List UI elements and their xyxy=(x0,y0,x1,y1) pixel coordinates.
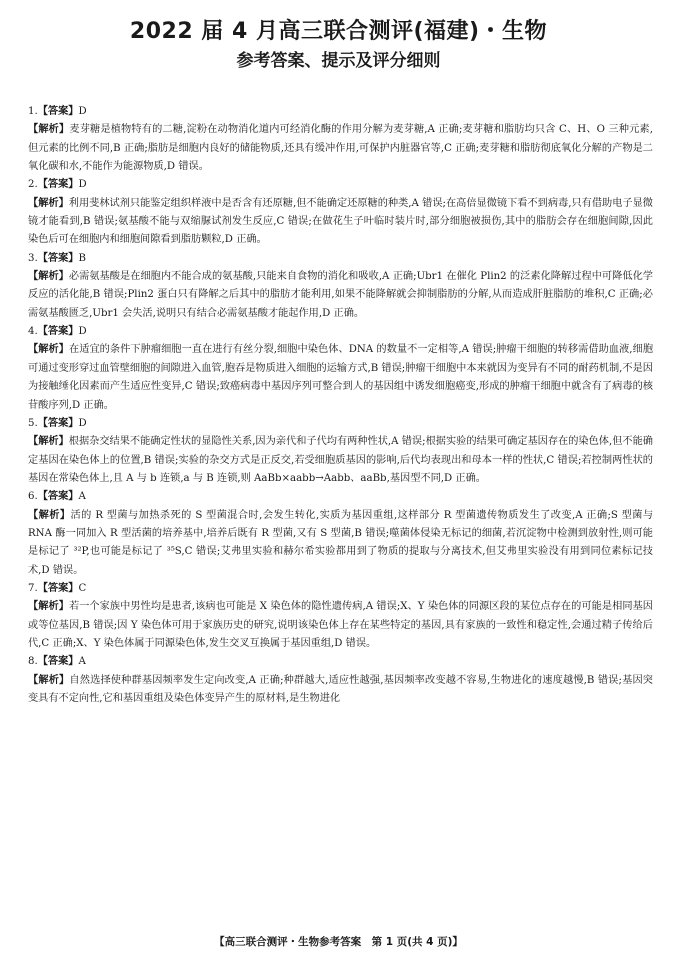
question-number: 8. xyxy=(28,656,38,668)
explanation-paragraph xyxy=(28,341,653,414)
answer-line xyxy=(28,323,653,341)
explanation-text: 活的 R 型菌与加热杀死的 S 型菌混合时,会发生转化,实质为基因重组,这样部分 R 型菌遗传物质发生了改变,A 正确;S 型菌与 RNA 酶一同加入 R 型活菌的培养基中,培养后既有 R 型菌,又有 S 型菌,B 错误;噬菌体侵染无标记的细菌,若沉淀物中检测到放射性,则可能是标记了 ³²P,也可能是标记了 ³⁵S,C 错误;艾弗里实验和赫尔希实验都用到了物质的提取与分离技术,但艾弗里实验没有用到同位素标记技术,D 错误。 xyxy=(28,509,654,576)
question-number: 5. xyxy=(28,417,38,429)
answer-tag: 【答案】 xyxy=(37,656,79,668)
explanation-text: 麦芽糖是植物特有的二糖,淀粉在动物消化道内可经消化酶的作用分解为麦芽糖,A 正确;麦芽糖和脂肪均只含 C、H、O 三种元素,但元素的比例不同,B 正确;脂肪是细胞内良好的储能物质,还具有缓冲作用,可保护内脏器官等,C 正确;麦芽糖和脂肪彻底氧化分解的产物是二氧化碳和水,不能作为能源物质,D 错误。 xyxy=(28,124,653,173)
explanation-paragraph xyxy=(28,598,653,653)
answer-value: D xyxy=(78,326,87,338)
question-number: 2. xyxy=(28,179,38,191)
page-title: 2022 届 4 月高三联合测评(福建)・生物 xyxy=(129,19,548,44)
answer-value: A xyxy=(78,656,86,668)
answer-tag: 【答案】 xyxy=(37,106,79,117)
explanation-tag: 【解析】 xyxy=(28,436,69,448)
answer-tag: 【答案】 xyxy=(37,179,79,191)
answer-line xyxy=(28,103,653,121)
question-item xyxy=(28,176,653,249)
explanation-text: 在适宜的条件下肿瘤细胞一直在进行有丝分裂,细胞中染色体、DNA 的数量不一定相等,A 错误;肿瘤干细胞的转移需借助血液,细胞可通过变形穿过血管壁细胞的间隙进入血管,胞吞是物质进入细胞的运输方式,B 错误;肿瘤干细胞中本来就因为变异有不同的耐药机制,不是因为接触缍化因素而产生适应性变异,C 错误;致癌病毒中基因序列可整合到人的基因组中诱发细胞癌变,形成的肿瘤干细胞中就含有了病毒的核苷酸序列,D 正确。 xyxy=(28,344,654,411)
explanation-tag: 【解析】 xyxy=(28,124,70,136)
answer-tag: 【答案】 xyxy=(37,582,79,594)
question-item xyxy=(28,250,653,323)
question-item xyxy=(28,488,653,580)
answer-tag: 【答案】 xyxy=(37,417,79,429)
explanation-paragraph xyxy=(28,268,653,323)
question-number: 4. xyxy=(28,326,38,338)
explanation-text: 若一个家族中男性均是患者,该病也可能是 X 染色体的隐性遗传病,A 错误;X、Y 染色体的同源区段的某位点存在的可能是相同基因或等位基因,B 错误;因 Y 染色体可用于家族历史的研究,说明该染色体上存在某些特定的基因,具有家族的一致性和稳定性,会通过精子传给后代,C 正确;X、Y 染色体属于同源染色体,发生交叉互换属于基因重组,D 错误。 xyxy=(28,601,653,649)
explanation-text: 必需氨基酸是在细胞内不能合成的氨基酸,只能来自食物的消化和吸收,A 正确;Ubr1 在催化 Plin2 的泛素化降解过程中可降低化学反应的活化能,B 错误;Plin2 蛋白只有降解之后其中的脂肪才能利用,如果不能降解就会抑制脂肪的分解,从而造成肝脏脂肪的堆积,C 正确;必需氨基酸匮乏,Ubr1 会失活,说明只有结合必需氨基酸才能起作用,D 正确。 xyxy=(28,271,653,319)
question-number: 7. xyxy=(28,582,38,594)
answer-line xyxy=(28,415,653,433)
question-number: 1. xyxy=(28,106,38,117)
explanation-tag: 【解析】 xyxy=(28,344,69,356)
page-subtitle: 参考答案、提示及评分细则 xyxy=(236,51,441,71)
question-number: 3. xyxy=(28,252,38,264)
explanation-tag: 【解析】 xyxy=(28,601,69,613)
question-item xyxy=(28,653,653,708)
explanation-text: 根据杂交结果不能确定性状的显隐性关系,因为亲代和子代均有两种性状,A 错误;根据实验的结果可确定基因存在的染色体,但不能确定基因在染色体上的位置,B 错误;实验的杂交方式是正反交,若受细胞质基因的影响,后代均表现出和母本一样的性状,C 错误;若控制两性状的基因在常染色体上,且 A 与 b 连锁,a 与 B 连锁,则 AaBb×aabb→Aabb、aaBb,基因型不同,D 正确。 xyxy=(28,436,653,484)
explanation-paragraph xyxy=(28,195,653,250)
answer-value: C xyxy=(78,582,87,594)
answer-value: D xyxy=(78,106,87,117)
answer-line xyxy=(28,176,653,194)
explanation-text: 利用斐林试剂只能鉴定组织样液中是否含有还原糖,但不能确定还原糖的种类,A 错误;在高倍显微镜下看不到病毒,只有借助电子显微镜才能看到,B 错误;氨基酸不能与双缩脲试剂发生反应,C 错误;在做花生子叶临时装片时,部分细胞被损伤,其中的脂肪会存在细胞间隙,因此染色后可在细胞内和细胞间隙看到脂肪颗粒,D 正确。 xyxy=(28,197,653,246)
answer-line xyxy=(28,580,653,598)
answer-tag: 【答案】 xyxy=(37,326,79,338)
explanation-text: 自然选择使种群基因频率发生定向改变,A 正确;种群越大,适应性越强,基因频率改变越不容易,生物进化的速度越慢,B 错误;基因突变具有不定向性,它和基因重组及染色体变异产生的原材料,是生物进化 xyxy=(28,674,653,704)
answer-tag: 【答案】 xyxy=(37,252,79,264)
explanation-tag: 【解析】 xyxy=(28,271,69,283)
answer-value: A xyxy=(78,491,86,503)
explanation-paragraph xyxy=(28,121,653,176)
answer-line xyxy=(28,488,653,506)
explanation-paragraph xyxy=(28,507,653,580)
answer-line xyxy=(28,250,653,268)
explanation-tag: 【解析】 xyxy=(28,674,70,686)
question-item xyxy=(28,323,653,415)
answer-value: D xyxy=(78,417,87,429)
answer-line xyxy=(28,653,653,671)
explanation-paragraph xyxy=(28,433,653,488)
answers-content xyxy=(28,103,653,708)
page-footer: 【高三联合测评・生物参考答案 第 1 页(共 4 页)】 xyxy=(214,936,463,948)
explanation-paragraph xyxy=(28,672,653,709)
answer-tag: 【答案】 xyxy=(37,491,79,503)
question-item xyxy=(28,103,653,176)
question-list xyxy=(28,103,653,708)
question-item xyxy=(28,580,653,653)
answer-value: D xyxy=(78,179,87,191)
explanation-tag: 【解析】 xyxy=(28,509,71,521)
explanation-tag: 【解析】 xyxy=(28,197,69,209)
question-item xyxy=(28,415,653,488)
question-number: 6. xyxy=(28,491,38,503)
answer-value: B xyxy=(78,252,86,264)
